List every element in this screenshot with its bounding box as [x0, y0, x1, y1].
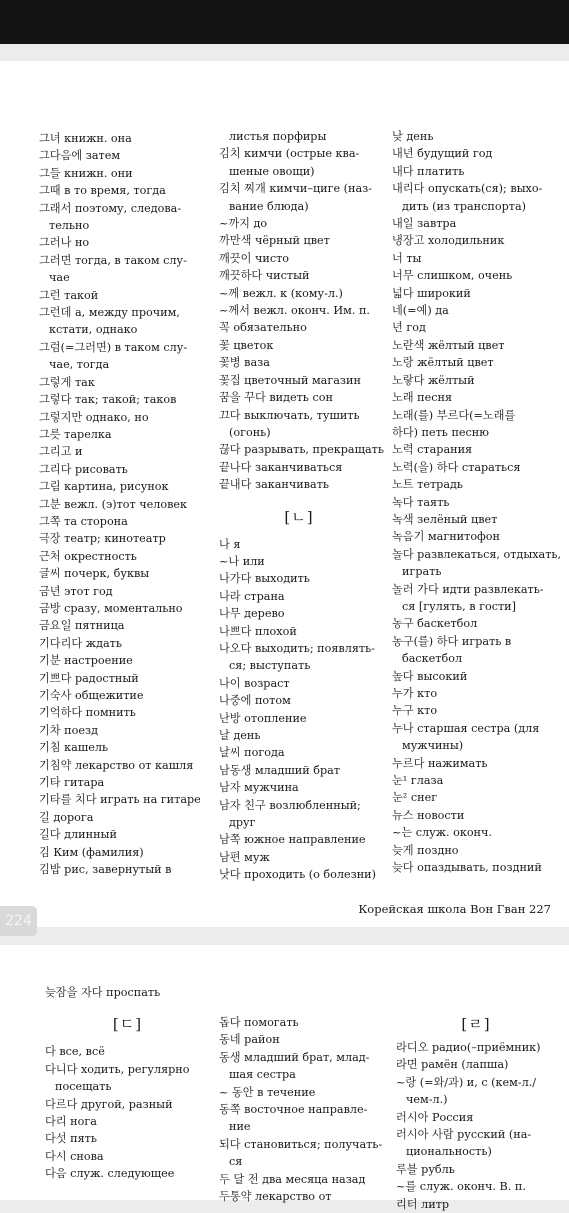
- dictionary-entry-line: 녹다 таять: [392, 495, 450, 509]
- dictionary-entry-line: 기침약 лекарство от кашля: [39, 758, 194, 772]
- dictionary-entry-line: 되다 становиться; получать-: [219, 1137, 383, 1151]
- dictionary-entry-line: 라디오 радио(–приёмник): [396, 1041, 541, 1054]
- dictionary-entry-line: 남동생 младший брат: [219, 763, 340, 777]
- dictionary-entry-line: ~까지 до: [219, 217, 268, 231]
- column-2-top: [219, 128, 384, 494]
- dictionary-entry-line: (огонь): [229, 425, 271, 439]
- dictionary-entry-line: 다르다 другой, разный: [45, 1097, 173, 1111]
- dictionary-entry-line: 냉장고 холодильник: [392, 234, 505, 248]
- dictionary-entry-line: 두통약 лекарство от: [219, 1190, 332, 1204]
- dictionary-entry-line: 끊다 разрывать, прекращать: [219, 443, 384, 457]
- dictionary-entry-line: 놀러 가다 идти развлекать-: [392, 582, 544, 596]
- dictionary-entry-line: ~께서 вежл. оконч. Им. п.: [219, 304, 370, 318]
- dictionary-entry-line: 동네 район: [219, 1033, 280, 1047]
- dictionary-entry-line: 남자 мужчина: [219, 781, 299, 795]
- dictionary-entry-line: 근처 окрестность: [39, 549, 137, 563]
- dictionary-entry-line: 누가 кто: [392, 687, 438, 700]
- dictionary-entry-line: ся; выступать: [229, 659, 311, 673]
- dictionary-entry-line: чае: [49, 271, 70, 285]
- dictionary-entry-line: 다리 нога: [45, 1115, 97, 1129]
- dictionary-entry-line: ~를 служ. оконч. В. п.: [396, 1180, 526, 1194]
- dictionary-entry-line: 돕다 помогать: [219, 1016, 299, 1029]
- column-2: [219, 128, 384, 884]
- dictionary-entry-line: ~께 вежл. к (кому-л.): [219, 286, 343, 300]
- dictionary-entry-line: 끝내다 заканчивать: [219, 478, 329, 492]
- dictionary-entry-line: 길 дорога: [39, 810, 94, 824]
- dictionary-entry-line: шеные овощи): [229, 164, 315, 178]
- dictionary-entry-line: 노트 тетрадь: [392, 478, 463, 492]
- dictionary-entry-line: шая сестра: [229, 1068, 296, 1082]
- dictionary-entry-line: 하다) петь песню: [392, 425, 489, 439]
- dictionary-entry-line: 내다 платить: [392, 164, 465, 178]
- dictionary-entry-line: ~ 동안 в течение: [219, 1085, 316, 1099]
- dictionary-entry-line: 금년 этот год: [39, 584, 113, 598]
- dictionary-entry-line: 다시 снова: [45, 1149, 104, 1163]
- column-1: [39, 130, 204, 878]
- dictionary-entry-line: 김치 찌개 кимчи–циге (наз-: [219, 182, 373, 196]
- dictionary-entry-line: 기차 поезд: [39, 723, 98, 737]
- dictionary-entry-line: 날씨 погода: [219, 746, 285, 760]
- section-header-nieun: [ㄴ]: [284, 507, 314, 526]
- dictionary-entry-line: 나이 возраст: [219, 676, 290, 690]
- dictionary-entry-line: 넓다 широкий: [392, 286, 471, 300]
- dictionary-entry-line: 기침 кашель: [39, 741, 109, 755]
- dictionary-entry-line: 그녀 книжн. она: [39, 132, 132, 145]
- dictionary-entry-line: 농구 баскетбол: [392, 617, 478, 631]
- dictionary-entry-line: ние: [229, 1120, 251, 1134]
- dictionary-entry-line: 꽃 цветок: [219, 338, 274, 352]
- dictionary-entry-line: 노랑 жёлтый цвет: [392, 356, 494, 370]
- dictionary-entry-line: 날 день: [219, 729, 261, 742]
- dictionary-entry-line: 나라 страна: [219, 589, 285, 603]
- dictionary-entry-line: 다 все, всё: [45, 1045, 105, 1059]
- dictionary-entry-line: 너무 слишком, очень: [392, 269, 513, 283]
- dictionary-entry-line: 끝나다 заканчиваться: [219, 460, 343, 474]
- dictionary-entry-line: 다섯 пять: [45, 1132, 97, 1146]
- dictionary-entry-line: 기타 гитара: [39, 776, 105, 790]
- dictionary-entry-line: 노란색 жёлтый цвет: [392, 338, 505, 352]
- dictionary-entry-line: 기숙사 общежитие: [39, 689, 144, 702]
- dictionary-entry-line: 리터 литр: [396, 1197, 450, 1211]
- dictionary-entry-line: вание блюда): [229, 199, 309, 213]
- dictionary-entry-line: 그렇다 так; такой; таков: [39, 393, 177, 407]
- dictionary-entry-line: 라면 рамён (лапша): [396, 1058, 509, 1072]
- dictionary-entry-line: 년 год: [392, 321, 426, 335]
- dictionary-entry-line: 나중에 потом: [219, 694, 291, 708]
- dictionary-entry-line: ~는 служ. оконч.: [392, 826, 492, 840]
- dictionary-entry-line: 늦게 поздно: [392, 843, 459, 857]
- dictionary-entry-line: 그릇 тарелка: [39, 427, 112, 441]
- dictionary-entry-line: 그림 картина, рисунок: [39, 480, 169, 494]
- dictionary-entry-line: 그러면 тогда, в таком слу-: [39, 253, 187, 267]
- dictionary-entry-line: 글씨 почерк, буквы: [39, 567, 150, 581]
- dictionary-entry-line: чем-л.): [406, 1093, 448, 1107]
- dictionary-entry-line: 그런 такой: [39, 288, 99, 302]
- dictionary-entry-line: 남쪽 южное направление: [219, 833, 366, 847]
- dictionary-entry-line: играть: [402, 565, 442, 579]
- dictionary-entry-line: 누나 старшая сестра (для: [392, 721, 540, 735]
- dictionary-entry-line: 다니다 ходить, регулярно: [45, 1062, 190, 1076]
- dictionary-entry-line: 남자 친구 возлюбленный;: [219, 798, 361, 812]
- dictionary-entry-line: 깨끗이 чисто: [219, 251, 290, 265]
- dictionary-entry-line: 다음 служ. следующее: [45, 1167, 175, 1181]
- dictionary-entry-line: 기분 настроение: [39, 654, 133, 668]
- dictionary-entry-line: 놀다 развлекаться, отдыхать,: [392, 547, 562, 561]
- column-3-entries: [396, 1039, 556, 1213]
- column-3: [392, 128, 562, 876]
- column-1: [45, 984, 210, 1183]
- dictionary-entry-line: 녹음기 магнитофон: [392, 530, 500, 544]
- dictionary-entry-line: 기타를 치다 играть на гитаре: [39, 793, 201, 807]
- dictionary-entry-line: 동생 младший брат, млад-: [219, 1050, 370, 1064]
- dictionary-entry-line: ся [гулять, в гости]: [402, 599, 516, 613]
- dictionary-entry-line: 깨끗하다 чистый: [219, 269, 310, 283]
- dictionary-entry-line: 내리다 опускать(ся); выхо-: [392, 182, 543, 196]
- column-2-bottom: [219, 536, 379, 884]
- dictionary-entry-line: 그리고 и: [39, 445, 83, 459]
- dictionary-entry-line: 꽃병 ваза: [219, 356, 270, 370]
- dictionary-entry-line: тельно: [49, 219, 90, 233]
- dictionary-entry-line: 김밥 рис, завернутый в: [39, 863, 172, 877]
- dictionary-entry-line: циональность): [406, 1145, 492, 1159]
- dictionary-entry-line: 그들 книжн. они: [39, 166, 133, 180]
- dictionary-entry-line: 눈¹ глаза: [392, 774, 444, 788]
- dictionary-entry-line: 그렇게 так: [39, 375, 95, 389]
- dictionary-entry-line: 그럼(=그러면) в таком слу-: [39, 340, 188, 354]
- dictionary-page: [0, 61, 569, 927]
- dictionary-entry-line: 그쪽 та сторона: [39, 514, 128, 528]
- dictionary-entry-line: друг: [229, 816, 256, 830]
- dictionary-entry-line: 누구 кто: [392, 704, 438, 718]
- dictionary-entry-line: 꿈을 꾸다 видеть сон: [219, 391, 333, 405]
- dictionary-entry-line: 늦잠을 자다 проспать: [45, 986, 161, 999]
- dictionary-entry-line: 러시아 사람 русский (на-: [396, 1128, 532, 1142]
- dictionary-page-next: [0, 945, 569, 1211]
- dictionary-entry-line: 누르다 нажимать: [392, 756, 488, 770]
- dictionary-entry-line: 그렇지만 однако, но: [39, 410, 149, 424]
- dictionary-entry-line: 그러나 но: [39, 236, 90, 250]
- column-1-bottom: [45, 1043, 210, 1182]
- top-bar: [0, 0, 569, 44]
- dictionary-entry-line: листья порфиры: [229, 130, 327, 143]
- dictionary-entry-line: 끄다 выключать, тушить: [219, 408, 360, 422]
- dictionary-entry-line: 나 я: [219, 537, 241, 551]
- dictionary-entry-line: 꼭 обязательно: [219, 321, 307, 335]
- section-header-digeut: [ㄷ]: [112, 1015, 143, 1034]
- dictionary-entry-line: 금요일 пятница: [39, 619, 125, 633]
- dictionary-entry-line: 동쪽 восточное направле-: [219, 1103, 368, 1117]
- dictionary-entry-line: 길다 длинный: [39, 828, 117, 842]
- dictionary-entry-line: 농구(를) 하다 играть в: [392, 634, 512, 648]
- dictionary-entry-line: 낮 день: [392, 130, 434, 143]
- dictionary-entry-line: 그때 в то время, тогда: [39, 184, 166, 198]
- dictionary-entry-line: 기다리다 ждать: [39, 636, 122, 650]
- dictionary-entry-line: дить (из транспорта): [402, 199, 526, 213]
- section-header-rieul: [ㄹ]: [461, 1015, 491, 1033]
- dictionary-entry-line: кстати, однако: [49, 323, 138, 337]
- dictionary-entry-line: 그다음에 затем: [39, 149, 121, 163]
- dictionary-entry-line: 그분 вежл. (э)тот человек: [39, 497, 188, 511]
- dictionary-entry-line: 늦다 опаздывать, поздний: [392, 861, 542, 875]
- dictionary-entry-line: баскетбол: [402, 652, 463, 666]
- dictionary-entry-line: ~나 или: [219, 554, 265, 568]
- dictionary-entry-line: 그런데 а, между прочим,: [39, 306, 180, 320]
- dictionary-entry-line: 극장 театр; кинотеатр: [39, 532, 166, 546]
- dictionary-entry-line: 노래(를) 부르다(=노래를: [392, 408, 516, 422]
- dictionary-entry-line: 금방 сразу, моментально: [39, 601, 183, 615]
- dictionary-entry-line: 녹색 зелёный цвет: [392, 512, 498, 526]
- dictionary-entry-line: чае, тогда: [49, 358, 110, 372]
- dictionary-entry-line: 내일 завтра: [392, 217, 457, 231]
- dictionary-entry-line: 까만색 чёрный цвет: [219, 234, 330, 248]
- column-2: [219, 1014, 383, 1205]
- dictionary-entry-line: 노력 старания: [392, 443, 473, 457]
- dictionary-entry-line: 노랗다 жёлтый: [392, 373, 475, 387]
- dictionary-entry-line: 나가다 выходить: [219, 572, 310, 586]
- dictionary-entry-line: 그래서 поэтому, следова-: [39, 201, 182, 215]
- dictionary-entry-line: 내년 будущий год: [392, 147, 493, 161]
- dictionary-entry-line: 눈² снег: [392, 791, 438, 805]
- dictionary-entry-line: мужчины): [402, 739, 464, 753]
- page-number-badge: 224: [0, 906, 37, 936]
- dictionary-entry-line: 나쁘다 плохой: [219, 624, 297, 638]
- dictionary-entry-line: 뉴스 новости: [392, 808, 465, 822]
- dictionary-entry-line: 높다 высокий: [392, 669, 468, 683]
- dictionary-entry-line: 기쁘다 радостный: [39, 671, 139, 685]
- dictionary-entry-line: 기억하다 помнить: [39, 706, 136, 720]
- dictionary-entry-line: 네(=예) да: [392, 304, 449, 318]
- column-3: [396, 985, 556, 1213]
- dictionary-entry-line: 김 Ким (фамилия): [39, 845, 144, 859]
- dictionary-entry-line: 러시아 Россия: [396, 1110, 474, 1124]
- dictionary-entry-line: 난방 отопление: [219, 711, 307, 725]
- dictionary-entry-line: 낫다 проходить (о болезни): [219, 868, 376, 882]
- dictionary-entry-line: 꽃집 цветочный магазин: [219, 373, 361, 387]
- dictionary-entry-line: 노력(을) 하다 стараться: [392, 460, 521, 474]
- dictionary-entry-line: ся: [229, 1155, 243, 1169]
- dictionary-entry-line: 나무 дерево: [219, 607, 285, 621]
- dictionary-entry-line: 그리다 рисовать: [39, 462, 128, 476]
- dictionary-entry-line: 나오다 выходить; появлять-: [219, 641, 375, 655]
- dictionary-entry-line: посещать: [55, 1080, 112, 1094]
- dictionary-entry-line: 김치 кимчи (острые ква-: [219, 147, 360, 161]
- dictionary-entry-line: 너 ты: [392, 251, 422, 265]
- dictionary-entry-line: 남편 муж: [219, 850, 270, 864]
- dictionary-entry-line: 루블 рубль: [396, 1162, 455, 1176]
- dictionary-entry-line: 노래 песня: [392, 391, 453, 405]
- column-1-top: [45, 984, 210, 1001]
- page-footer: Корейская школа Вон Гван 227: [358, 902, 551, 916]
- dictionary-entry-line: ~랑 (=와/과) и, с (кем-л./: [396, 1075, 537, 1089]
- dictionary-entry-line: 두 달 전 два месяца назад: [219, 1172, 366, 1186]
